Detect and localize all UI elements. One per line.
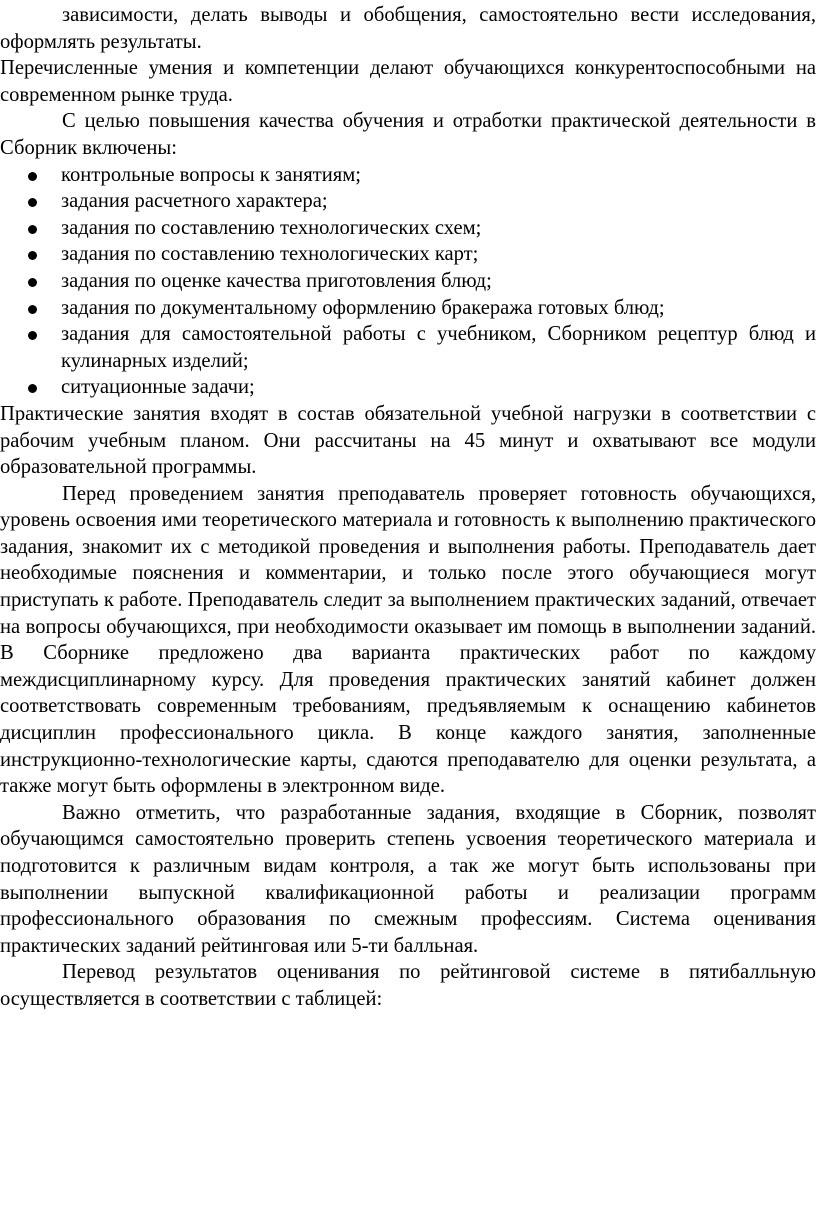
paragraph-collection-purpose: С целью повышения качества обучения и отработки практической деятельности в Сборник включены:: [0, 110, 816, 159]
list-item: ситуационные задачи;: [0, 374, 816, 401]
included-items-list: [0, 162, 816, 401]
paragraph-continuation: зависимости, делать выводы и обобщения, самостоятельно вести исследования, оформлять результаты.: [0, 4, 816, 53]
paragraph-grade-conversion: Перевод результатов оценивания по рейтинговой системе в пятибалльную осуществляется в соответствии с таблицей:: [0, 961, 816, 1010]
list-item: контрольные вопросы к занятиям;: [0, 162, 816, 189]
bullet-icon: [28, 278, 37, 287]
bullet-icon: [28, 172, 37, 181]
list-item: задания по составлению технологических карт;: [0, 241, 816, 268]
paragraph-competencies: Перечисленные умения и компетенции делают обучающихся конкурентоспособными на современном рынке труда.: [0, 57, 816, 106]
bullet-icon: [28, 384, 37, 393]
bullet-icon: [28, 331, 37, 340]
bullet-icon: [28, 251, 37, 260]
list-item: задания по документальному оформлению бракеража готовых блюд;: [0, 295, 816, 322]
bullet-icon: [28, 198, 37, 207]
bullet-icon: [28, 225, 37, 234]
bullet-icon: [28, 305, 37, 314]
paragraph-assessment: Важно отметить, что разработанные задания, входящие в Сборник, позволят обучающимся самостоятельно проверить степень усвоения теоретического материала и подготовится к различным видам контроля, а так же могут быть использованы при выполнении выпускной квалификационной работы и реализации программ профессионального образования по смежным профессиям. Система оценивания практических заданий рейтинговая или 5-ти балльная.: [0, 801, 816, 957]
list-item: задания расчетного характера;: [0, 188, 816, 215]
list-item: задания по оценке качества приготовления блюд;: [0, 268, 816, 295]
paragraph-teacher-role: Перед проведением занятия преподаватель проверяет готовность обучающихся, уровень освоения ими теоретического материала и готовность к выполнению практического задания, знакомит их с методикой проведения и выполнения работы. Преподаватель дает необходимые пояснения и комментарии, и только после этого обучающиеся могут приступать к работе. Преподаватель следит за выполнением практических заданий, отвечает на вопросы обучающихся, при необходимости оказывает им помощь в выполнении заданий. В Сборнике предложено два варианта практических работ по каждому междисциплинарному курсу. Для проведения практических занятий кабинет должен соответствовать современным требованиям, предъявляемым к оснащению кабинетов дисциплин профессионального цикла. В конце каждого занятия, заполненные инструкционно-технологические карты, сдаются преподавателю для оценки результата, а также могут быть оформлены в электронном виде.: [0, 482, 816, 798]
list-item: задания по составлению технологических схем;: [0, 215, 816, 242]
list-item: задания для самостоятельной работы с учебником, Сборником рецептур блюд и кулинарных изделий;: [0, 321, 816, 374]
paragraph-practical-classes: Практические занятия входят в состав обязательной учебной нагрузки в соответствии с рабочим учебным планом. Они рассчитаны на 45 минут и охватывают все модули образовательной программы.: [0, 402, 816, 479]
